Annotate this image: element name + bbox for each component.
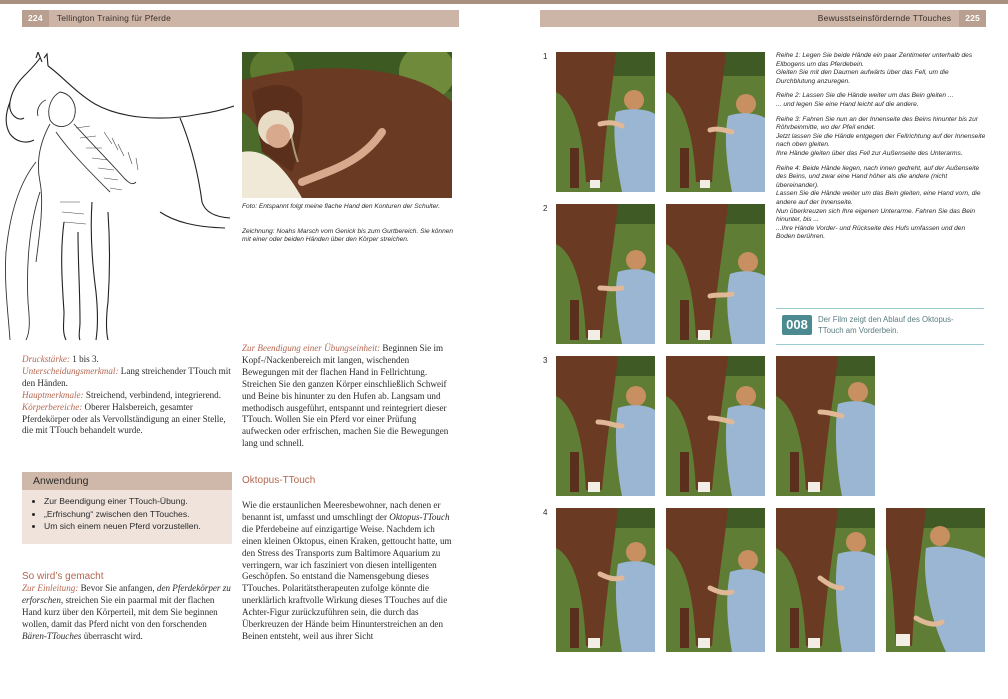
oktopus-text: Wie die erstaunlichen Meeresbewohner, nach denen er benannt ist, umfasst und umschlingt der Oktopus-TTouch die Pferdebeine auf einzigartige Weise. Nachdem ich einen kleinen Oktopus, einen Kraken, gettoucht hatte, um den Stress des Transports zum Baltimore Aquarium zu verringern, war ich fasziniert von diesen intelligenten Geschöpfen. So entstand die Namensgebung dieses TTouches. Polaritätstherapeuten zufolge könnte die unerklärlich kraftvolle Wirkung dieses TTouches auf die Achter-Figur zurückzuführen sein, die durch das Überkreuzen der Hände beim Hinunterstreichen an den Beinen entsteht, weil aus ihrer Sicht (242, 500, 452, 641)
step-photo-3b (666, 356, 765, 496)
step-photo-3a (556, 356, 655, 496)
instruction-row-3b: Jetzt lassen Sie die Hände entgegen der Fellrichtung auf der Innenseite nach oben gleiten. (776, 132, 986, 149)
property-main-features: Hauptmerkmale: Streichend, verbindend, integrierend. (22, 389, 221, 400)
step-number-3: 3 (543, 356, 548, 365)
instruction-row-2b: ... und legen Sie eine Hand leicht auf die andere. (776, 100, 919, 108)
instruction-row-1: Reihe 1: Legen Sie beide Hände ein paar Zentimeter unterhalb des Ellbogens um das Pferdebein. (776, 52, 973, 68)
step-photo-1b (666, 52, 765, 192)
step-photo-4a (556, 508, 655, 652)
instruction-row-3: Reihe 3: Fahren Sie nun an der Innenseite des Beins hinunter bis zur Röhrbeinmitte, wo der Pfeil endet. (776, 115, 978, 132)
step-photo-1a (556, 52, 655, 192)
step-photo-4c (776, 508, 875, 652)
right-running-head (540, 10, 986, 27)
left-running-head (22, 10, 459, 27)
left-page-number: 224 (22, 10, 49, 27)
application-item: • Um sich einem neuen Pferd vorzustellen. (44, 520, 232, 533)
instruction-row-1b: Gleiten Sie mit den Daumen aufwärts über das Fell, um die Durchblutung anzuregen. (776, 69, 949, 85)
property-distinction: Unterscheidungsmerkmal: Lang streichender TTouch mit den Händen. (22, 365, 231, 388)
photo-caption-1: Foto: Entspannt folgt meine flache Hand den Konturen der Schulter. (242, 203, 441, 210)
step-number-1: 1 (543, 52, 548, 61)
horse-line-drawing (0, 52, 234, 342)
property-pressure: Druckstärke: 1 bis 3. (22, 354, 99, 364)
how-to-text: Zur Einleitung: Bevor Sie anfangen, den Pferdekörper zu erforschen, streichen Sie ein paarmal mit der flachen Hand kurz über den Körperteil, mit dem Sie beginnen wollen, damit das Pferd nicht von den forschenden Bären-TTouches überrascht wird. (22, 583, 231, 641)
instruction-row-4b: Lassen Sie die Hände weiter um das Bein gleiten, eine Hand vorn, die andere auf der Innenseite. (776, 190, 981, 206)
film-reference-box[interactable] (776, 308, 984, 345)
instruction-row-4d: ...Ihre Hände Vorder- und Rückseite des Hufs umfassen und den Boden berühren. (776, 224, 966, 241)
film-badge: 008 (782, 315, 812, 335)
step-instructions (776, 52, 986, 242)
left-running-title: Tellington Training für Pferde (56, 13, 171, 23)
step-photo-3c (776, 356, 875, 496)
application-box (22, 472, 232, 544)
photo-caption-2: Zeichnung: Noahs Marsch vom Genick bis zum Gurtbereich. Sie können mit einer oder beiden Händen über den Körper streichen. (242, 228, 454, 244)
step-photo-4d (886, 508, 985, 652)
right-page-number: 225 (959, 10, 986, 27)
top-strip (0, 0, 1008, 4)
step-photo-2b (666, 204, 765, 344)
application-item: • „Erfrischung“ zwischen den TTouches. (44, 508, 232, 521)
right-running-title: Bewusstseinsfördernde TTouches (817, 13, 952, 23)
instruction-row-4: Reihe 4: Beide Hände liegen, nach innen gedreht, auf der Außenseite des Beins, und zwar eine Hand höher als die andere (nicht übereinander). (776, 164, 980, 189)
touch-properties (22, 354, 234, 437)
film-reference-text: Der Film zeigt den Ablauf des Oktopus-TTouch am Vorderbein. (818, 315, 954, 335)
instruction-row-4c: Nun überkreuzen sich Ihre eigenen Unterarme. Fahren Sie das Bein hinunter, bis ... (776, 207, 976, 224)
step-number-2: 2 (543, 204, 548, 213)
oktopus-heading: Oktopus-TTouch (242, 475, 316, 486)
application-box-title: Anwendung (22, 472, 232, 490)
instruction-row-2: Reihe 2: Lassen Sie die Hände weiter um das Bein gleiten ... (776, 92, 954, 100)
application-list (22, 495, 232, 533)
step-number-4: 4 (543, 508, 548, 517)
application-item: • Zur Beendigung einer TTouch-Übung. (44, 495, 232, 508)
end-of-session-text: Zur Beendigung einer Übungseinheit: Beginnen Sie im Kopf-/Nackenbereich mit langen, wischenden Bewegungen mit der flachen Hand in Fellrichtung. Streichen Sie den ganzen Körper einschließlich Schweif und Beine bis hinunter zu den Hufen ab. Langsam und methodisch ausgeführt, entspannt und reintegriert dieser TTouch. Wollen Sie ein Pferd vor einer Prüfung aufwecken oder erfrischen, machen Sie die Bewegungen lang und schnell. (242, 343, 449, 449)
step-photo-2a (556, 204, 655, 344)
photo-woman-touching-horse (242, 52, 452, 198)
how-to-heading: So wird’s gemacht (22, 571, 104, 582)
property-body-areas: Körperbereiche: Oberer Halsbereich, gesamter Pferdekörper oder als Vervollständigung an einer Stelle, die mit TTouch behandelt wurde. (22, 401, 226, 436)
step-photo-4b (666, 508, 765, 652)
instruction-row-3c: Ihre Hände gleiten über das Fell zur Außenseite des Unterarms. (776, 149, 963, 157)
